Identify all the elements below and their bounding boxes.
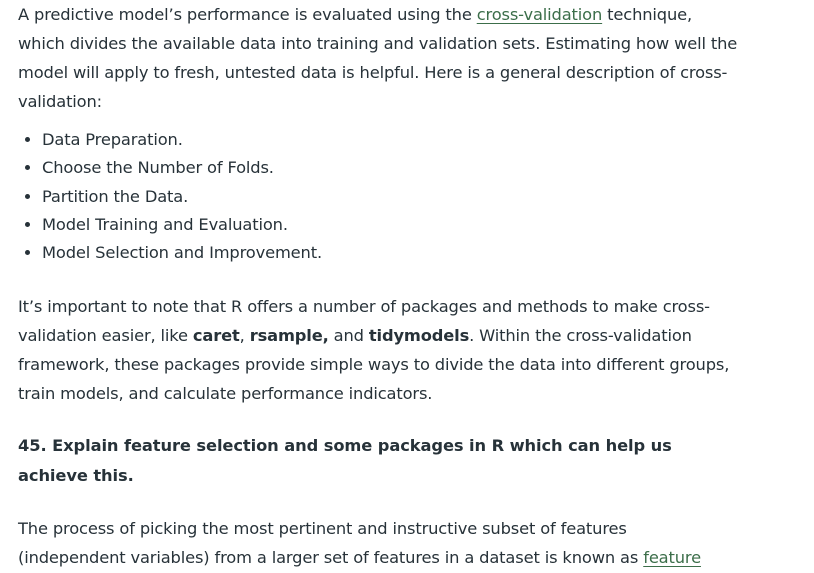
list-item: • Model Selection and Improvement. [42,239,732,267]
packages-separator-1: , [239,326,250,345]
intro-text-after-link: technique, which divides the available data into training and validation sets. Estimating how well the model will apply to fresh, untested data is helpful. Here is a general description of cross-validation: [18,5,738,111]
feature-selection-text: The process of picking the most pertinent and instructive subset of features (independent variables) from a larger set of features in a dataset is known as [18,519,644,567]
list-item: • Choose the Number of Folds. [42,154,732,182]
packages-text-2: . Within the cross-validation framework, these packages provide simple ways to divide the data into different groups, train models, and calculate performance indicators. [18,326,730,403]
cross-validation-link[interactable]: cross-validation [476,5,603,24]
packages-text-1: It’s important to note that R offers a number of packages and methods to make cross-validation easier, like [18,297,710,345]
package-rsample: rsample, [249,326,329,345]
list-item: • Model Training and Evaluation. [42,211,732,239]
packages-paragraph [18,292,738,408]
feature-selection-paragraph [18,514,738,572]
package-caret: caret [192,326,240,345]
question-heading: 45. Explain feature selection and some packages in R which can help us achieve this. [18,436,672,485]
intro-paragraph [18,0,738,116]
feature-selection-link[interactable]: feature [643,548,701,567]
packages-separator-2: and [328,326,369,345]
package-tidymodels: tidymodels [368,326,470,345]
cross-validation-steps-list [18,126,732,267]
intro-text-before-link: A predictive model’s performance is evaluated using the [18,5,477,24]
list-item: • Partition the Data. [42,183,732,211]
list-item: • Data Preparation. [42,126,732,154]
